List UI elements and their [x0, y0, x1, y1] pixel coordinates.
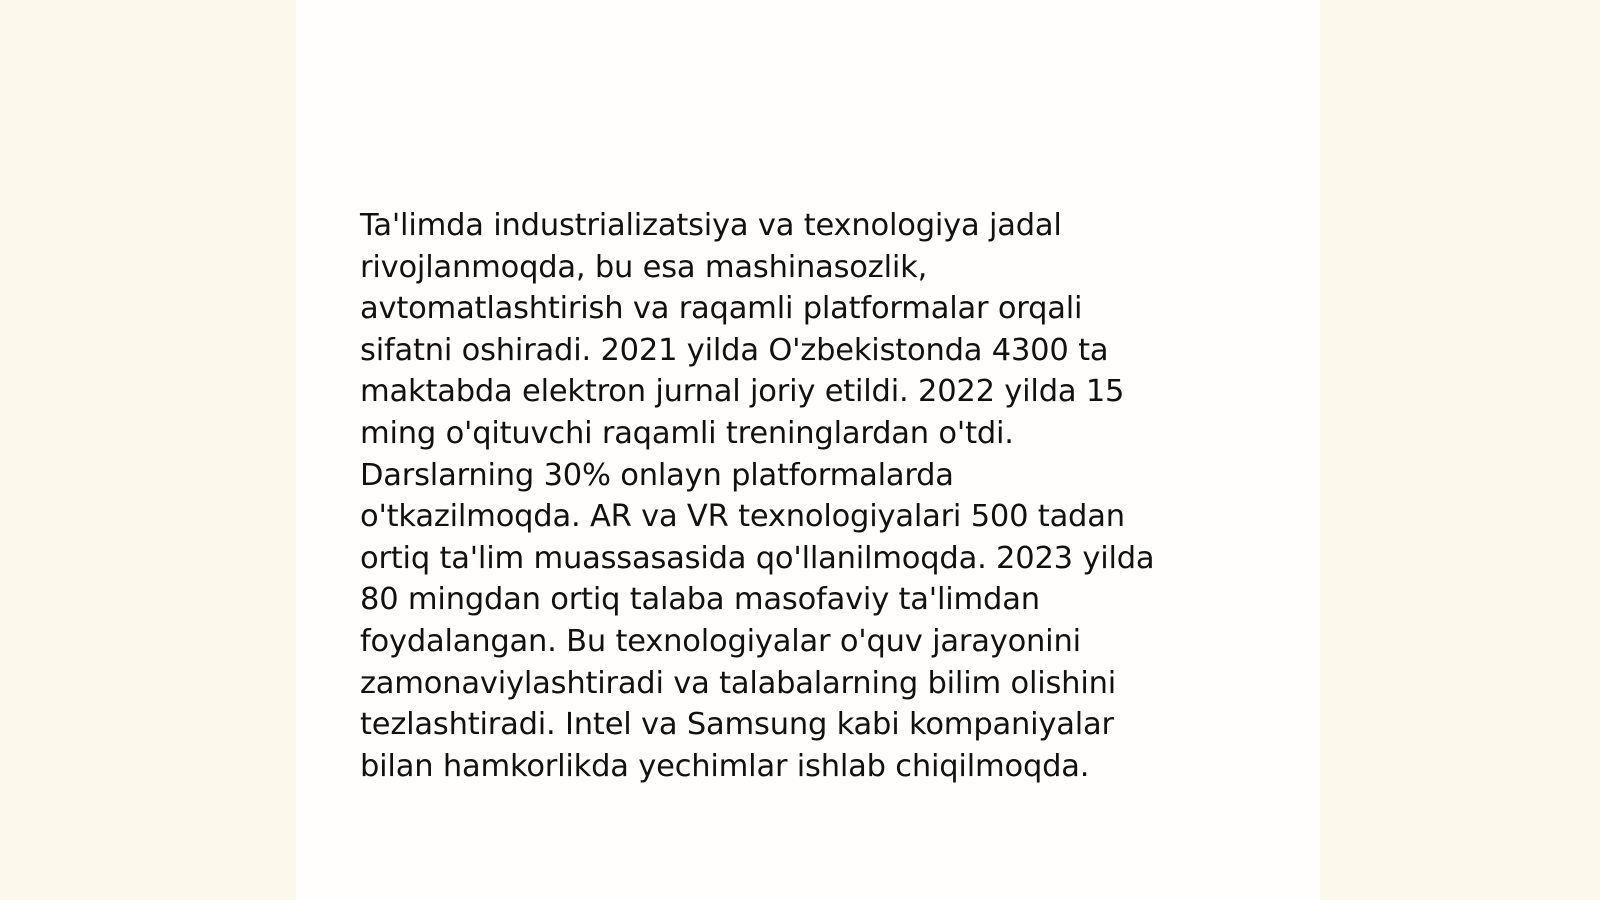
text-line: zamonaviylashtiradi va talabalarning bilim olishini [360, 665, 1116, 701]
text-line: Darslarning 30% onlayn platformalarda [360, 457, 954, 493]
text-line: bilan hamkorlikda yechimlar ishlab chiqilmoqda. [360, 748, 1090, 784]
text-line: o'tkazilmoqda. AR va VR texnologiyalari 500 tadan [360, 499, 1125, 535]
text-line: avtomatlashtirish va raqamli platformalar orqali [360, 291, 1083, 327]
text-line: 80 mingdan ortiq talaba masofaviy ta'limdan [360, 582, 1040, 618]
body-paragraph [360, 205, 1240, 787]
text-line: Ta'limda industrializatsiya va texnologiya jadal [360, 208, 1062, 243]
text-line: maktabda elektron jurnal joriy etildi. 2022 yilda 15 [360, 374, 1125, 410]
text-line: ortiq ta'lim muassasasida qo'llanilmoqda. 2023 yilda [360, 540, 1155, 576]
document-page [296, 0, 1320, 900]
text-line: rivojlanmoqda, bu esa mashinasozlik, [360, 249, 928, 285]
text-line: sifatni oshiradi. 2021 yilda O'zbekistonda 4300 ta [360, 332, 1109, 368]
text-line: tezlashtiradi. Intel va Samsung kabi kompaniyalar [360, 707, 1114, 743]
text-line: ming o'qituvchi raqamli treninglardan o'tdi. [360, 415, 1014, 451]
text-line: foydalangan. Bu texnologiyalar o'quv jarayonini [360, 623, 1081, 659]
